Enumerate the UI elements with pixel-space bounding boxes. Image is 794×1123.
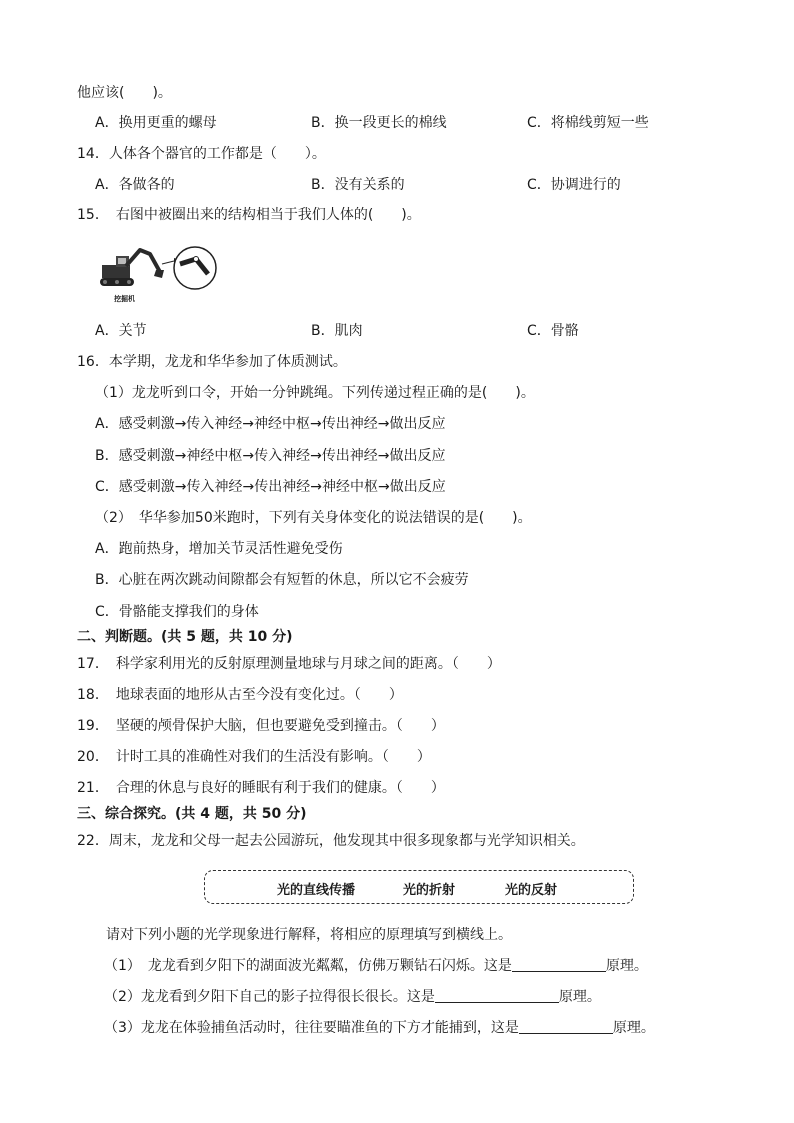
- question-20: 20． 计时工具的准确性对我们的生活没有影响。（ ）: [77, 749, 431, 765]
- q22-sub3-text: （3）龙龙在体验捕鱼活动时，往往要瞄准鱼的下方才能捕到，这是: [104, 1020, 519, 1036]
- question-17: 17． 科学家利用光的反射原理测量地球与月球之间的距离。（ ）: [77, 656, 501, 672]
- question-15-stem: 15． 右图中被圈出来的结构相当于我们人体的( )。: [77, 207, 421, 223]
- q16-sub1-stem: （1）龙龙听到口令，开始一分钟跳绳。下列传递过程正确的是( )。: [95, 385, 535, 401]
- q14-option-a: A．各做各的: [95, 177, 175, 193]
- question-21: 21． 合理的休息与良好的睡眠有利于我们的健康。（ ）: [77, 780, 445, 796]
- question-16-stem: 16．本学期，龙龙和华华参加了体质测试。: [77, 354, 347, 370]
- q13-option-b: B．换一段更长的棉线: [311, 115, 447, 131]
- q15-option-b: B．肌肉: [311, 323, 363, 339]
- q22-sub2-suffix: 原理。: [558, 989, 601, 1005]
- q22-sub1-suffix: 原理。: [605, 958, 648, 974]
- q16-sub1-option-c: C．感受刺激→传入神经→传出神经→神经中枢→做出反应: [95, 479, 446, 495]
- q14-option-b: B．没有关系的: [311, 177, 405, 193]
- q22-sub2-text: （2）龙龙看到夕阳下自己的影子拉得很长很长。这是: [104, 989, 435, 1005]
- question-22-stem: 22．周末，龙龙和父母一起去公园游玩，他发现其中很多现象都与光学知识相关。: [77, 833, 585, 849]
- q22-sub1-text: （1） 龙龙看到夕阳下的湖面波光粼粼，仿佛万颗钻石闪烁。这是: [104, 958, 512, 974]
- q15-option-c: C．骨骼: [527, 323, 579, 339]
- q16-sub2-stem: （2） 华华参加50米跑时，下列有关身体变化的说法错误的是( )。: [95, 510, 532, 526]
- term-refraction: 光的折射: [403, 883, 456, 898]
- q22-instruction: 请对下列小题的光学现象进行解释，将相应的原理填写到横线上。: [106, 927, 512, 943]
- q14-option-c: C．协调进行的: [527, 177, 621, 193]
- term-reflection: 光的反射: [505, 883, 558, 898]
- question-13-stem-tail: 他应该( )。: [77, 85, 172, 101]
- term-straight-propagation: 光的直线传播: [277, 883, 356, 898]
- q22-sub3-suffix: 原理。: [612, 1020, 655, 1036]
- section-3-heading: 三、综合探究。(共 4 题，共 50 分): [77, 806, 307, 822]
- excavator-figure: [96, 244, 218, 308]
- q16-sub1-option-a: A．感受刺激→传入神经→神经中枢→传出神经→做出反应: [95, 416, 446, 432]
- q22-sub2: [104, 988, 601, 1006]
- q22-sub1: [104, 957, 648, 975]
- principles-box: [204, 870, 634, 904]
- q16-sub1-option-b: B．感受刺激→神经中枢→传入神经→传出神经→做出反应: [95, 448, 446, 464]
- q13-option-c: C．将棉线剪短一些: [527, 115, 649, 131]
- excavator-caption: 挖掘机: [114, 295, 135, 303]
- q15-option-a: A．关节: [95, 323, 147, 339]
- q22-sub2-blank[interactable]: [435, 988, 559, 1003]
- q22-sub3: [104, 1019, 655, 1037]
- q22-sub1-blank[interactable]: [512, 957, 606, 972]
- q16-sub2-option-a: A．跑前热身，增加关节灵活性避免受伤: [95, 541, 343, 557]
- q16-sub2-option-c: C．骨骼能支撑我们的身体: [95, 604, 259, 620]
- question-19: 19． 坚硬的颅骨保护大脑，但也要避免受到撞击。（ ）: [77, 718, 445, 734]
- question-18: 18． 地球表面的地形从古至今没有变化过。（ ）: [77, 687, 403, 703]
- question-14-stem: 14．人体各个器官的工作都是（ ）。: [77, 146, 326, 162]
- q22-sub3-blank[interactable]: [519, 1019, 613, 1034]
- q16-sub2-option-b: B．心脏在两次跳动间隙都会有短暂的休息，所以它不会疲劳: [95, 572, 469, 588]
- section-2-heading: 二、判断题。(共 5 题，共 10 分): [77, 629, 293, 645]
- q13-option-a: A．换用更重的螺母: [95, 115, 217, 131]
